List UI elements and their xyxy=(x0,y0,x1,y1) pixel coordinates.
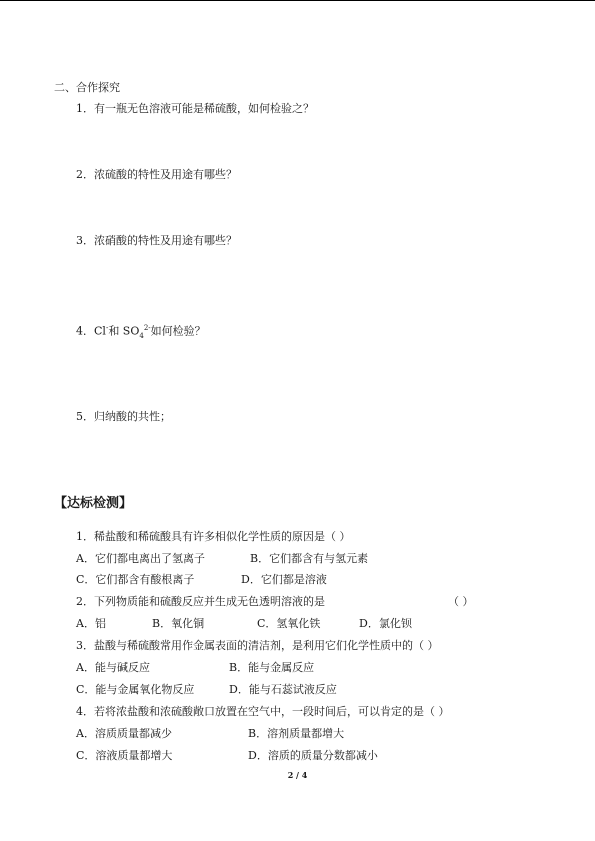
test-item-2-stem: 2．下列物质能和硫酸反应并生成无色透明溶液的是 xyxy=(76,595,325,608)
q4-so-subscript: 4 xyxy=(139,331,144,340)
test-item-2-option-b: B．氧化铜 xyxy=(152,617,205,630)
test-item-3-option-d: D．能与石蕊试液反应 xyxy=(229,683,337,696)
test-item-4-option-b: B．溶剂质量都增大 xyxy=(248,727,345,740)
test-heading: 【达标检测】 xyxy=(54,496,133,511)
test-item-4-option-d: D．溶质的质量分数都减小 xyxy=(248,749,378,762)
test-item-3-option-c: C．能与金属氧化物反应 xyxy=(76,683,195,696)
section-title: 二、合作探究 xyxy=(54,81,120,94)
question-3: 3．浓硝酸的特性及用途有哪些？ xyxy=(76,234,237,247)
question-5: 5．归纳酸的共性； xyxy=(76,410,171,423)
test-item-4-stem: 4．若将浓盐酸和浓硫酸敞口放置在空气中，一段时间后，可以肯定的是（ ） xyxy=(76,705,450,718)
test-item-1-stem: 1．稀盐酸和稀硫酸具有许多相似化学性质的原因是（ ） xyxy=(76,530,351,543)
q4-prefix: 4．Cl xyxy=(76,324,106,338)
test-item-1-option-b: B．它们都含有与氢元素 xyxy=(250,552,369,565)
test-item-4-option-a: A．溶质质量都减少 xyxy=(76,727,172,740)
question-1: 1．有一瓶无色溶液可能是稀硫酸，如何检验之？ xyxy=(76,102,314,115)
q4-suffix: 如何检验？ xyxy=(150,324,206,338)
test-item-2-option-c: C．氢氧化铁 xyxy=(257,617,321,630)
test-item-4-option-c: C．溶液质量都增大 xyxy=(76,749,173,762)
test-item-1-option-d: D．它们都是溶液 xyxy=(241,573,327,586)
test-item-3-option-b: B．能与金属反应 xyxy=(229,661,315,674)
test-item-2-option-d: D．氯化钡 xyxy=(359,617,412,630)
test-item-2-blank: （ ） xyxy=(448,595,474,608)
question-2: 2．浓硫酸的特性及用途有哪些？ xyxy=(76,168,237,181)
test-item-1-option-c: C．它们都含有酸根离子 xyxy=(76,573,195,586)
header-rule xyxy=(0,0,595,1)
q4-cl-charge: - xyxy=(105,324,109,332)
test-item-1-option-a: A．它们都电离出了氢离子 xyxy=(76,552,205,565)
test-item-2-option-a: A．铝 xyxy=(76,617,106,630)
page-number: 2 / 4 xyxy=(287,770,308,780)
test-item-3-stem: 3．盐酸与稀硫酸常用作金属表面的清洁剂，是利用它们化学性质中的（ ） xyxy=(76,639,439,652)
q4-mid: 和 SO xyxy=(108,324,140,338)
test-item-3-option-a: A．能与碱反应 xyxy=(76,661,150,674)
q4-so-charge: 2- xyxy=(143,324,151,332)
question-4 xyxy=(76,321,206,343)
